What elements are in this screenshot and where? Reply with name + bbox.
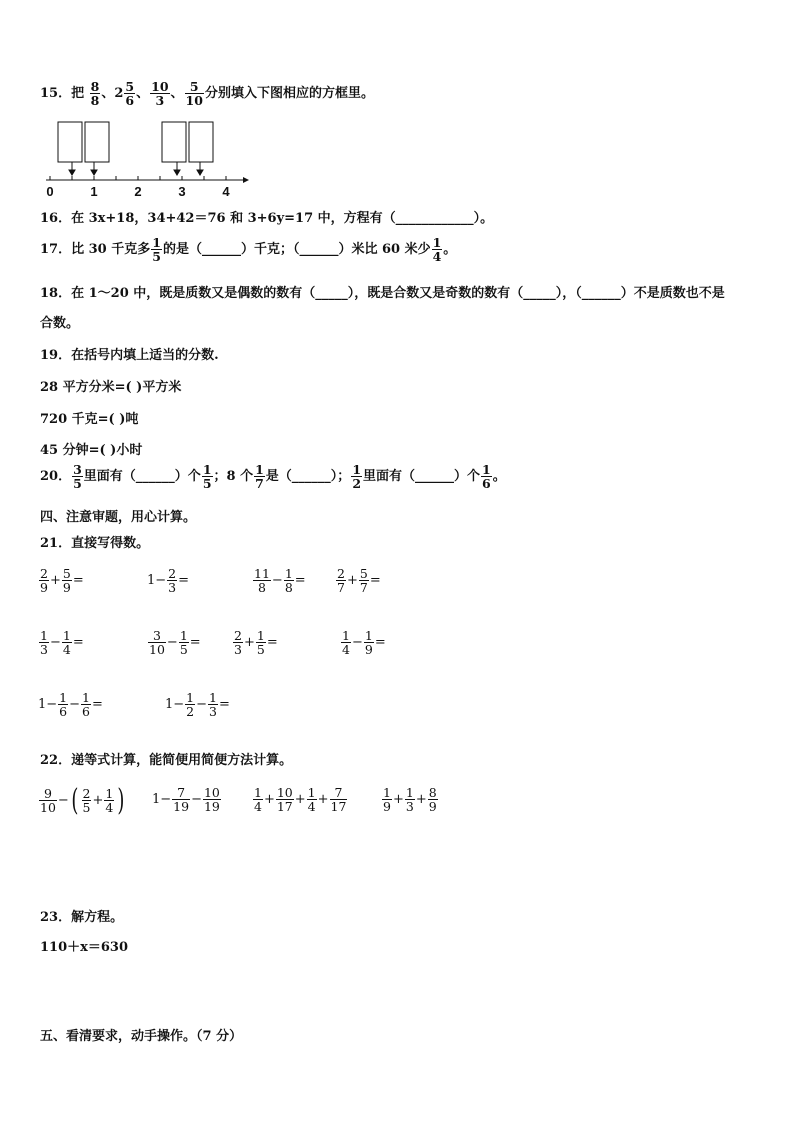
q23-title: 23．解方程。 xyxy=(40,910,124,925)
axis-label-2: 2 xyxy=(134,184,142,199)
q19-item-2: 720 千克=( )吨 xyxy=(40,412,139,427)
q20-frac-b: $\frac{1}{5}$ xyxy=(202,462,212,492)
q15-frac-1: $\frac{8}{8}$ xyxy=(90,79,100,109)
q17-frac-1: $\frac{1}{5}$ xyxy=(152,235,161,265)
q23-equation: 110＋x＝630 xyxy=(40,940,129,955)
q15-line: 15．把 $\frac{8}{8}$ 、2 $\frac{5}{6}$ 、 $\frac{10}{3}$ 、 $\frac{5}{10}$ 分别填入下图相应的方框里。 xyxy=(40,79,374,109)
section-5-heading: 五、看清要求，动手操作。（7 分） xyxy=(40,1029,243,1044)
q21-expr-7: $\frac{2}{3}$ + $\frac{1}{5}$ = xyxy=(234,628,278,658)
q18-line-1: 18．在 1～20 中，既是质数又是偶数的数有（_____），既是合数又是奇数的数有（_____），（______）不是质数也不是 xyxy=(40,286,725,301)
q20-line: 20． $\frac{3}{5}$ 里面有（______）个 $\frac{1}{5}$ ；8 个 $\frac{1}{7}$ 是（______）； $\frac{1}{2}$ 里面有（______）个 $\frac{1}{6}$ 。 xyxy=(40,462,506,492)
q21-expr-3: $\frac{11}{8}$ − $\frac{1}{8}$ = xyxy=(254,566,306,596)
q19-item-1: 28 平方分米=( )平方米 xyxy=(40,380,182,395)
q15-number: 15． xyxy=(40,86,72,102)
q16-text: 16．在 3x+18，34+42＝76 和 3+6y=17 中，方程有（____________）。 xyxy=(40,211,494,226)
q18-line-2: 合数。 xyxy=(40,316,80,331)
q20-frac-a: $\frac{3}{5}$ xyxy=(73,462,82,492)
q15-frac-4: $\frac{5}{10}$ xyxy=(185,79,203,109)
answer-box-4[interactable] xyxy=(189,122,213,162)
q22-title: 22．递等式计算，能简便用简便方法计算。 xyxy=(40,753,293,768)
answer-box-3[interactable] xyxy=(162,122,186,162)
q22-expr-4: $\frac{1}{9}$ + $\frac{1}{3}$ + $\frac{8}{9}$ xyxy=(383,785,437,815)
section-4-heading: 四、注意审题，用心计算。 xyxy=(40,510,197,525)
axis-label-0: 0 xyxy=(46,184,54,199)
q21-expr-10: 1− $\frac{1}{2}$ − $\frac{1}{3}$ = xyxy=(165,690,230,720)
q15-suffix: 分别填入下图相应的方框里。 xyxy=(204,86,374,102)
q19-item-3: 45 分钟=( )小时 xyxy=(40,443,143,458)
q21-expr-5: $\frac{1}{3}$ − $\frac{1}{4}$ = xyxy=(40,628,84,658)
q20-frac-c: $\frac{1}{7}$ xyxy=(255,462,264,492)
number-line-diagram xyxy=(38,117,258,202)
axis-label-4: 4 xyxy=(222,184,230,199)
q22-expr-2: 1− $\frac{7}{19}$ − $\frac{10}{19}$ xyxy=(152,785,220,815)
q21-expr-8: $\frac{1}{4}$ − $\frac{1}{9}$ = xyxy=(342,628,386,658)
q17-frac-2: $\frac{1}{4}$ xyxy=(432,235,442,265)
q17-line: 17．比 30 千克多 $\frac{1}{5}$ 的是（______）千克；（______）米比 60 米少 $\frac{1}{4}$ 。 xyxy=(40,235,457,265)
answer-box-2[interactable] xyxy=(85,122,109,162)
q21-expr-4: $\frac{2}{7}$ + $\frac{5}{7}$ = xyxy=(337,566,381,596)
q21-expr-2: 1− $\frac{2}{3}$ = xyxy=(147,566,190,596)
axis-arrow-icon xyxy=(243,177,249,183)
q15-frac-2: $\frac{5}{6}$ xyxy=(125,79,135,109)
q20-frac-e: $\frac{1}{6}$ xyxy=(482,462,491,492)
q15-frac-3: $\frac{10}{3}$ xyxy=(151,79,169,109)
q21-expr-9: 1− $\frac{1}{6}$ − $\frac{1}{6}$ = xyxy=(38,690,103,720)
q22-expr-3: $\frac{1}{4}$ + $\frac{10}{17}$ + $\frac{1}{4}$ + $\frac{7}{17}$ xyxy=(254,785,347,815)
axis-label-1: 1 xyxy=(90,184,98,199)
axis-label-3: 3 xyxy=(178,184,186,199)
q20-frac-d: $\frac{1}{2}$ xyxy=(352,462,362,492)
q21-expr-6: $\frac{3}{10}$ − $\frac{1}{5}$ = xyxy=(149,628,201,658)
q15-prefix: 把 xyxy=(71,86,85,102)
q21-title: 21．直接写得数。 xyxy=(40,536,150,551)
q19-title: 19．在括号内填上适当的分数. xyxy=(40,348,219,363)
q22-expr-1: $\frac{9}{10}$ −( $\frac{2}{5}$ + $\frac{1}{4}$ ) xyxy=(40,783,125,818)
answer-box-1[interactable] xyxy=(58,122,82,162)
q21-expr-1: $\frac{2}{9}$ + $\frac{5}{9}$ = xyxy=(40,566,84,596)
